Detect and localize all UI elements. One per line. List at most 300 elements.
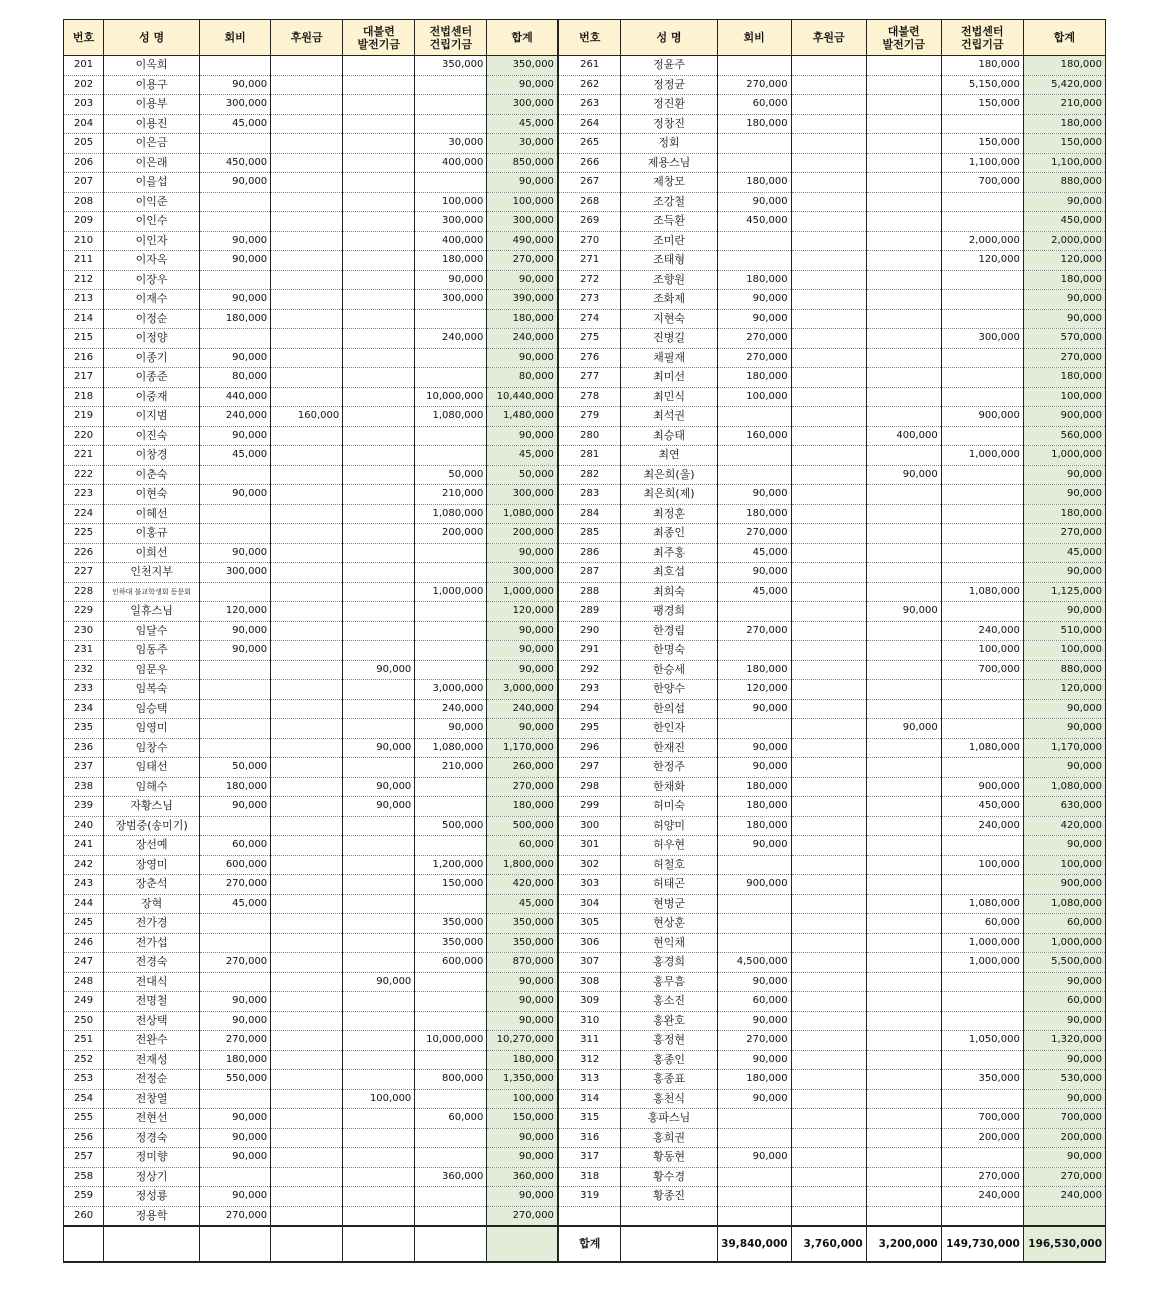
cell-membership [200, 465, 271, 485]
cell-development-fund [343, 329, 415, 349]
cell-name [621, 1206, 717, 1226]
cell-development-fund [866, 368, 941, 388]
cell-sponsorship [271, 309, 343, 329]
table-row [64, 719, 1106, 739]
cell-name: 이은금 [104, 134, 200, 154]
cell-number: 276 [558, 348, 621, 368]
table-row [64, 1109, 1106, 1129]
cell-name: 황종진 [621, 1187, 717, 1207]
cell-sponsorship [791, 524, 866, 544]
cell-sponsorship [271, 563, 343, 583]
cell-number: 291 [558, 641, 621, 661]
cell-sponsorship [271, 972, 343, 992]
cell-development-fund: 90,000 [343, 660, 415, 680]
cell-membership: 90,000 [200, 173, 271, 193]
cell-name: 홍정현 [621, 1031, 717, 1051]
cell-membership [717, 251, 791, 271]
cell-sponsorship [271, 738, 343, 758]
cell-total: 50,000 [487, 465, 558, 485]
cell-membership [200, 699, 271, 719]
cell-name: 홍천식 [621, 1089, 717, 1109]
cell-center-fund [415, 621, 487, 641]
cell-development-fund [866, 836, 941, 856]
table-row [64, 446, 1106, 466]
cell-membership [200, 972, 271, 992]
cell-name: 장춘석 [104, 875, 200, 895]
cell-development-fund [343, 1167, 415, 1187]
cell-number: 297 [558, 758, 621, 778]
cell-number: 318 [558, 1167, 621, 1187]
cell-development-fund: 90,000 [343, 738, 415, 758]
cell-total: 90,000 [1023, 465, 1105, 485]
header-row [64, 20, 1106, 56]
cell-total: 560,000 [1023, 426, 1105, 446]
cell-name: 이중재 [104, 387, 200, 407]
cell-center-fund: 300,000 [415, 212, 487, 232]
cell-sponsorship [271, 95, 343, 115]
cell-total: 200,000 [487, 524, 558, 544]
cell-number: 254 [64, 1089, 104, 1109]
cell-name: 최호섭 [621, 563, 717, 583]
cell-membership [717, 1167, 791, 1187]
cell-development-fund [866, 914, 941, 934]
cell-total: 150,000 [1023, 134, 1105, 154]
cell-total: 1,000,000 [1023, 446, 1105, 466]
cell-number: 314 [558, 1089, 621, 1109]
cell-membership: 90,000 [200, 1011, 271, 1031]
cell-sponsorship [791, 290, 866, 310]
cell-center-fund: 600,000 [415, 953, 487, 973]
cell-membership: 90,000 [717, 972, 791, 992]
table-row [64, 1148, 1106, 1168]
cell-membership [717, 407, 791, 427]
cell-number: 221 [64, 446, 104, 466]
cell-name: 장범중(송미기) [104, 816, 200, 836]
cell-number: 235 [64, 719, 104, 739]
cell-development-fund [343, 914, 415, 934]
cell-sponsorship [271, 173, 343, 193]
cell-center-fund: 240,000 [941, 816, 1023, 836]
cell-name: 이종준 [104, 368, 200, 388]
cell-total: 90,000 [487, 1187, 558, 1207]
cell-development-fund [866, 95, 941, 115]
cell-total: 870,000 [487, 953, 558, 973]
cell-name: 이용구 [104, 75, 200, 95]
cell-sponsorship [791, 1128, 866, 1148]
table-row [64, 485, 1106, 505]
table-row [64, 1206, 1106, 1226]
cell-membership: 90,000 [717, 192, 791, 212]
cell-name: 한재진 [621, 738, 717, 758]
cell-sponsorship [271, 329, 343, 349]
cell-name: 홍파스님 [621, 1109, 717, 1129]
cell-total: 180,000 [1023, 270, 1105, 290]
cell-sponsorship [791, 485, 866, 505]
cell-development-fund [343, 387, 415, 407]
cell-center-fund [941, 1050, 1023, 1070]
table-row [64, 1011, 1106, 1031]
cell-sponsorship [271, 660, 343, 680]
cell-membership: 450,000 [200, 153, 271, 173]
cell-development-fund [866, 173, 941, 193]
cell-total: 210,000 [1023, 95, 1105, 115]
cell-sponsorship [791, 602, 866, 622]
header-development-fund: 대불련 발전기금 [343, 20, 415, 56]
cell-development-fund [866, 816, 941, 836]
cell-membership: 45,000 [200, 114, 271, 134]
cell-number: 263 [558, 95, 621, 115]
cell-sponsorship [791, 95, 866, 115]
cell-sponsorship [271, 914, 343, 934]
cell-sponsorship [271, 1089, 343, 1109]
cell-name: 전명철 [104, 992, 200, 1012]
cell-development-fund [343, 95, 415, 115]
cell-sponsorship [791, 875, 866, 895]
table-row [64, 855, 1106, 875]
cell-name: 조화제 [621, 290, 717, 310]
cell-development-fund [343, 504, 415, 524]
cell-development-fund [866, 1206, 941, 1226]
cell-membership [200, 270, 271, 290]
cell-sponsorship [271, 212, 343, 232]
donation-ledger-table [63, 19, 1106, 1263]
cell-number: 287 [558, 563, 621, 583]
cell-number: 220 [64, 426, 104, 446]
cell-center-fund [415, 1011, 487, 1031]
cell-name: 이용진 [104, 114, 200, 134]
cell-name: 이재수 [104, 290, 200, 310]
cell-development-fund [866, 485, 941, 505]
cell-sponsorship [271, 1128, 343, 1148]
cell-name: 허태곤 [621, 875, 717, 895]
cell-total: 90,000 [487, 173, 558, 193]
cell-total: 900,000 [1023, 875, 1105, 895]
cell-number: 231 [64, 641, 104, 661]
cell-membership [717, 134, 791, 154]
cell-membership: 45,000 [717, 543, 791, 563]
cell-center-fund: 500,000 [415, 816, 487, 836]
cell-membership [200, 738, 271, 758]
cell-membership: 300,000 [200, 95, 271, 115]
cell-number: 302 [558, 855, 621, 875]
cell-name: 이정양 [104, 329, 200, 349]
cell-development-fund [866, 855, 941, 875]
cell-center-fund: 700,000 [941, 173, 1023, 193]
cell-number: 256 [64, 1128, 104, 1148]
cell-total: 90,000 [487, 992, 558, 1012]
cell-total: 120,000 [487, 602, 558, 622]
cell-total: 90,000 [487, 972, 558, 992]
cell-name: 제용스님 [621, 153, 717, 173]
cell-center-fund: 1,080,000 [941, 582, 1023, 602]
cell-number: 246 [64, 933, 104, 953]
cell-total: 45,000 [487, 894, 558, 914]
cell-number: 319 [558, 1187, 621, 1207]
cell-total: 1,080,000 [487, 504, 558, 524]
cell-development-fund [343, 192, 415, 212]
header-membership: 회비 [717, 20, 791, 56]
cell-development-fund [343, 426, 415, 446]
cell-development-fund [343, 173, 415, 193]
cell-development-fund [866, 933, 941, 953]
cell-total: 45,000 [487, 114, 558, 134]
cell-total: 90,000 [1023, 309, 1105, 329]
cell-membership: 90,000 [717, 1089, 791, 1109]
cell-total: 1,125,000 [1023, 582, 1105, 602]
cell-name: 장영미 [104, 855, 200, 875]
cell-sponsorship [271, 524, 343, 544]
cell-name: 한양수 [621, 680, 717, 700]
cell-sponsorship [791, 621, 866, 641]
cell-development-fund [866, 758, 941, 778]
table-row [64, 1128, 1106, 1148]
cell-center-fund [941, 485, 1023, 505]
cell-development-fund [866, 504, 941, 524]
cell-name: 조향원 [621, 270, 717, 290]
cell-development-fund: 400,000 [866, 426, 941, 446]
cell-center-fund [415, 836, 487, 856]
cell-membership: 90,000 [200, 485, 271, 505]
cell-center-fund: 900,000 [941, 777, 1023, 797]
cell-development-fund [866, 1148, 941, 1168]
cell-name: 이은래 [104, 153, 200, 173]
cell-sponsorship [791, 173, 866, 193]
cell-center-fund [415, 114, 487, 134]
cell-number: 307 [558, 953, 621, 973]
cell-membership: 180,000 [717, 114, 791, 134]
cell-total: 100,000 [487, 1089, 558, 1109]
cell-name: 조득환 [621, 212, 717, 232]
cell-name: 전현선 [104, 1109, 200, 1129]
cell-number: 240 [64, 816, 104, 836]
cell-development-fund [343, 758, 415, 778]
cell-sponsorship [271, 231, 343, 251]
cell-number: 259 [64, 1187, 104, 1207]
cell-total: 90,000 [1023, 1050, 1105, 1070]
cell-membership: 550,000 [200, 1070, 271, 1090]
cell-number: 269 [558, 212, 621, 232]
cell-number: 207 [64, 173, 104, 193]
cell-number: 208 [64, 192, 104, 212]
cell-membership: 450,000 [717, 212, 791, 232]
cell-center-fund [415, 660, 487, 680]
cell-membership [717, 446, 791, 466]
cell-membership: 45,000 [200, 446, 271, 466]
cell-development-fund [866, 563, 941, 583]
cell-sponsorship [791, 797, 866, 817]
cell-membership: 270,000 [717, 75, 791, 95]
cell-total: 90,000 [487, 75, 558, 95]
cell-center-fund: 1,080,000 [941, 738, 1023, 758]
cell-total: 630,000 [1023, 797, 1105, 817]
cell-name: 한정주 [621, 758, 717, 778]
cell-number: 206 [64, 153, 104, 173]
cell-development-fund: 90,000 [343, 797, 415, 817]
cell-number: 279 [558, 407, 621, 427]
cell-center-fund [941, 387, 1023, 407]
cell-development-fund [866, 1128, 941, 1148]
cell-name: 최은희(제) [621, 485, 717, 505]
cell-center-fund [415, 602, 487, 622]
cell-sponsorship [791, 1050, 866, 1070]
cell-number: 204 [64, 114, 104, 134]
cell-development-fund [343, 680, 415, 700]
cell-number: 264 [558, 114, 621, 134]
cell-name: 최미선 [621, 368, 717, 388]
cell-sponsorship [271, 1206, 343, 1226]
cell-development-fund [866, 524, 941, 544]
cell-total: 90,000 [1023, 972, 1105, 992]
table-row [64, 894, 1106, 914]
cell-name: 최정훈 [621, 504, 717, 524]
cell-center-fund: 1,050,000 [941, 1031, 1023, 1051]
table-row [64, 1089, 1106, 1109]
cell-total: 180,000 [487, 309, 558, 329]
cell-name: 정윤주 [621, 56, 717, 76]
cell-membership: 270,000 [717, 348, 791, 368]
cell-membership [200, 134, 271, 154]
cell-sponsorship [791, 75, 866, 95]
table-row [64, 660, 1106, 680]
cell-number: 258 [64, 1167, 104, 1187]
cell-name: 이춘숙 [104, 465, 200, 485]
cell-center-fund: 200,000 [415, 524, 487, 544]
cell-center-fund: 180,000 [941, 56, 1023, 76]
cell-membership: 90,000 [200, 1109, 271, 1129]
cell-membership: 270,000 [200, 875, 271, 895]
cell-center-fund [415, 1148, 487, 1168]
cell-sponsorship [271, 251, 343, 271]
table-row [64, 231, 1106, 251]
table-row [64, 953, 1106, 973]
cell-name: 채필재 [621, 348, 717, 368]
cell-number: 250 [64, 1011, 104, 1031]
cell-number: 295 [558, 719, 621, 739]
cell-name: 임해수 [104, 777, 200, 797]
cell-sponsorship [271, 680, 343, 700]
cell-number: 203 [64, 95, 104, 115]
cell-membership: 60,000 [200, 836, 271, 856]
cell-membership: 90,000 [717, 290, 791, 310]
cell-center-fund: 400,000 [415, 231, 487, 251]
cell-total: 270,000 [487, 251, 558, 271]
cell-number: 300 [558, 816, 621, 836]
cell-center-fund [415, 75, 487, 95]
cell-center-fund [941, 719, 1023, 739]
cell-name: 전가섭 [104, 933, 200, 953]
cell-membership: 90,000 [717, 758, 791, 778]
cell-center-fund [415, 777, 487, 797]
empty-cell [487, 1226, 558, 1262]
cell-total: 90,000 [1023, 290, 1105, 310]
cell-development-fund [866, 641, 941, 661]
cell-number: 289 [558, 602, 621, 622]
cell-center-fund: 350,000 [415, 933, 487, 953]
cell-membership [200, 680, 271, 700]
cell-name: 이지범 [104, 407, 200, 427]
cell-number: 215 [64, 329, 104, 349]
cell-sponsorship [271, 855, 343, 875]
cell-sponsorship [791, 153, 866, 173]
cell-center-fund: 450,000 [941, 797, 1023, 817]
cell-sponsorship [271, 1070, 343, 1090]
cell-total: 3,000,000 [487, 680, 558, 700]
cell-name: 최민식 [621, 387, 717, 407]
cell-total: 180,000 [1023, 114, 1105, 134]
cell-membership: 90,000 [200, 1128, 271, 1148]
cell-center-fund [941, 192, 1023, 212]
cell-number: 213 [64, 290, 104, 310]
cell-center-fund: 180,000 [415, 251, 487, 271]
cell-center-fund [415, 972, 487, 992]
cell-total: 180,000 [1023, 368, 1105, 388]
cell-total: 270,000 [1023, 1167, 1105, 1187]
cell-sponsorship [271, 777, 343, 797]
cell-membership: 270,000 [717, 329, 791, 349]
cell-sponsorship [791, 836, 866, 856]
cell-name: 임달수 [104, 621, 200, 641]
cell-sponsorship [791, 348, 866, 368]
cell-name: 전상택 [104, 1011, 200, 1031]
cell-total: 90,000 [487, 270, 558, 290]
cell-development-fund: 90,000 [866, 465, 941, 485]
cell-development-fund [866, 660, 941, 680]
cell-number: 277 [558, 368, 621, 388]
cell-number: 296 [558, 738, 621, 758]
cell-sponsorship [271, 504, 343, 524]
cell-center-fund [941, 1011, 1023, 1031]
cell-number: 299 [558, 797, 621, 817]
cell-development-fund: 90,000 [343, 777, 415, 797]
cell-development-fund [866, 621, 941, 641]
cell-center-fund: 300,000 [941, 329, 1023, 349]
cell-total: 100,000 [1023, 855, 1105, 875]
cell-membership: 50,000 [200, 758, 271, 778]
cell-development-fund [866, 134, 941, 154]
table-row [64, 1187, 1106, 1207]
cell-development-fund [866, 797, 941, 817]
cell-center-fund: 90,000 [415, 270, 487, 290]
cell-name: 지현숙 [621, 309, 717, 329]
cell-name: 이진숙 [104, 426, 200, 446]
cell-development-fund [343, 153, 415, 173]
cell-development-fund [866, 114, 941, 134]
cell-development-fund [866, 153, 941, 173]
cell-center-fund [415, 1089, 487, 1109]
cell-total: 1,170,000 [487, 738, 558, 758]
cell-center-fund: 1,000,000 [941, 953, 1023, 973]
cell-total: 180,000 [1023, 504, 1105, 524]
cell-number: 255 [64, 1109, 104, 1129]
cell-number: 234 [64, 699, 104, 719]
cell-membership [717, 1128, 791, 1148]
cell-sponsorship [791, 56, 866, 76]
cell-membership [717, 641, 791, 661]
cell-total: 100,000 [1023, 387, 1105, 407]
cell-number: 237 [64, 758, 104, 778]
cell-sponsorship [791, 738, 866, 758]
cell-development-fund [866, 348, 941, 368]
cell-number: 273 [558, 290, 621, 310]
cell-center-fund [941, 290, 1023, 310]
cell-center-fund [415, 95, 487, 115]
cell-center-fund [941, 699, 1023, 719]
cell-development-fund [866, 231, 941, 251]
cell-name: 한인자 [621, 719, 717, 739]
cell-name: 홍종표 [621, 1070, 717, 1090]
cell-center-fund: 50,000 [415, 465, 487, 485]
cell-name: 정진환 [621, 95, 717, 115]
